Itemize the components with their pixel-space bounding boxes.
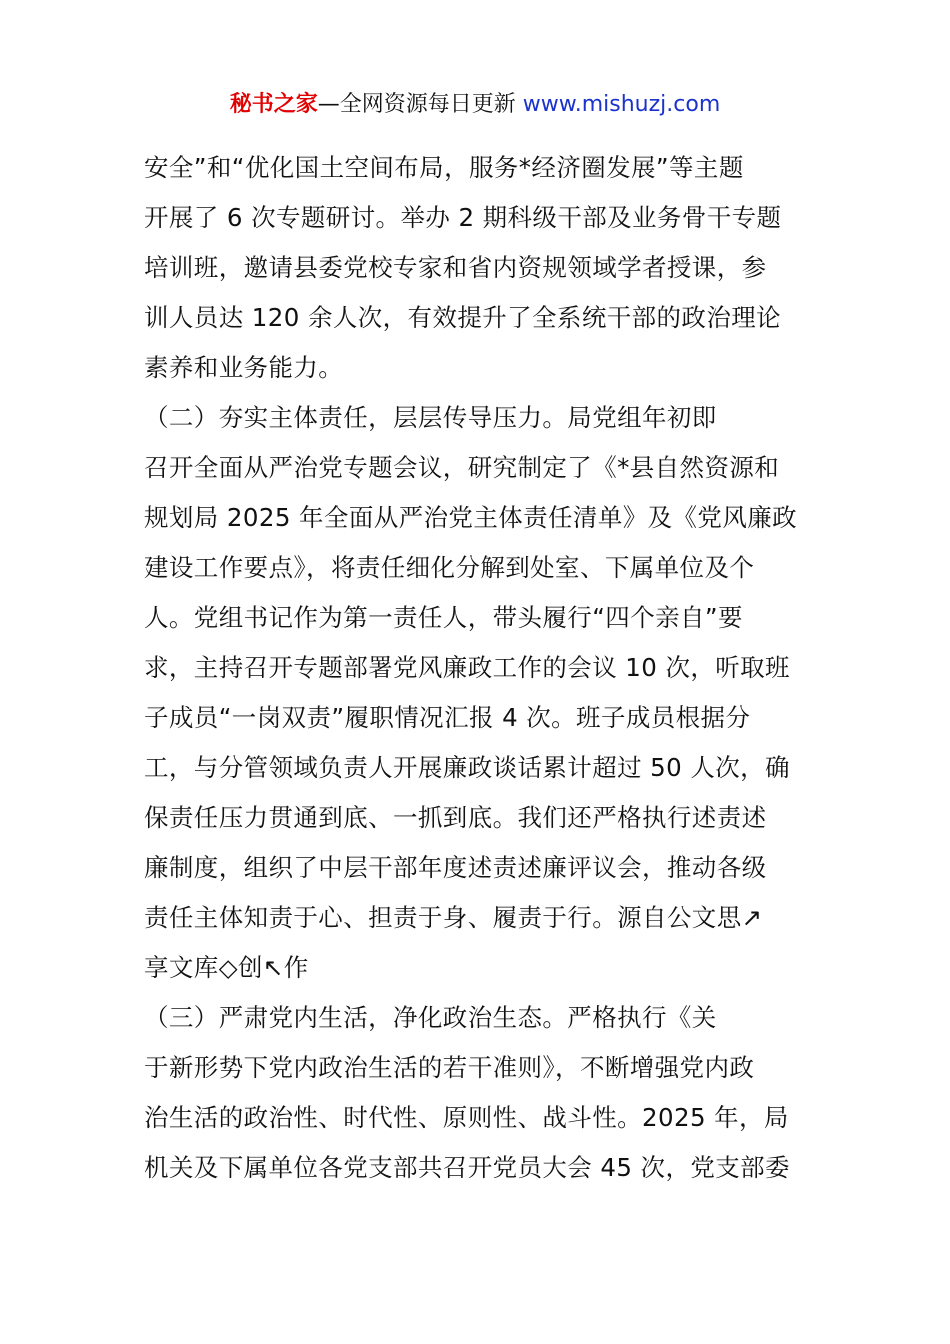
text-line: 子成员“一岗双责”履职情况汇报 4 次。班子成员根据分	[144, 703, 751, 732]
header-brand: 秘书之家	[229, 92, 318, 117]
text-line: 召开全面从严治党专题会议，研究制定了《*县自然资源和	[144, 453, 780, 482]
text-line: 规划局 2025 年全面从严治党主体责任清单》及《党风廉政	[144, 503, 798, 532]
text-line: 治生活的政治性、时代性、原则性、战斗性。2025 年，局	[144, 1103, 789, 1132]
text-line: 责任主体知责于心、担责于身、履责于行。源自公文思↗	[144, 903, 763, 932]
text-line: 建设工作要点》，将责任细化分解到处室、下属单位及个	[144, 553, 755, 582]
text-line: 求，主持召开专题部署党风廉政工作的会议 10 次，听取班	[144, 653, 790, 682]
text-line: 工，与分管领域负责人开展廉政谈话累计超过 50 人次，确	[144, 753, 790, 782]
text-line: 廉制度，组织了中层干部年度述责述廉评议会，推动各级	[144, 853, 767, 882]
text-line: 保责任压力贯通到底、一抓到底。我们还严格执行述责述	[144, 803, 767, 832]
text-line: 于新形势下党内政治生活的若干准则》，不断增强党内政	[144, 1053, 755, 1082]
header-site-link[interactable]: www.mishuzj.com	[522, 92, 721, 117]
text-line: 机关及下属单位各党支部共召开党员大会 45 次，党支部委	[144, 1153, 790, 1182]
text-line: 开展了 6 次专题研讨。举办 2 期科级干部及业务骨干专题	[144, 203, 782, 232]
text-line: 人。党组书记作为第一责任人，带头履行“四个亲自”要	[144, 603, 743, 632]
text-line: （二）夯实主体责任，层层传导压力。局党组年初即	[144, 403, 717, 432]
header-tagline: —全网资源每日更新	[317, 92, 523, 117]
text-line: 素养和业务能力。	[144, 353, 344, 382]
text-line: （三）严肃党内生活，净化政治生态。严格执行《关	[144, 1003, 717, 1032]
text-line: 训人员达 120 余人次，有效提升了全系统干部的政治理论	[144, 303, 782, 332]
text-line: 培训班，邀请县委党校专家和省内资规领域学者授课，参	[144, 253, 767, 282]
text-line: 享文库◇创↖作	[144, 953, 309, 982]
document-body	[144, 143, 808, 1193]
page-header	[0, 88, 950, 122]
text-line: 安全”和“优化国土空间布局，服务*经济圈发展”等主题	[144, 153, 744, 182]
